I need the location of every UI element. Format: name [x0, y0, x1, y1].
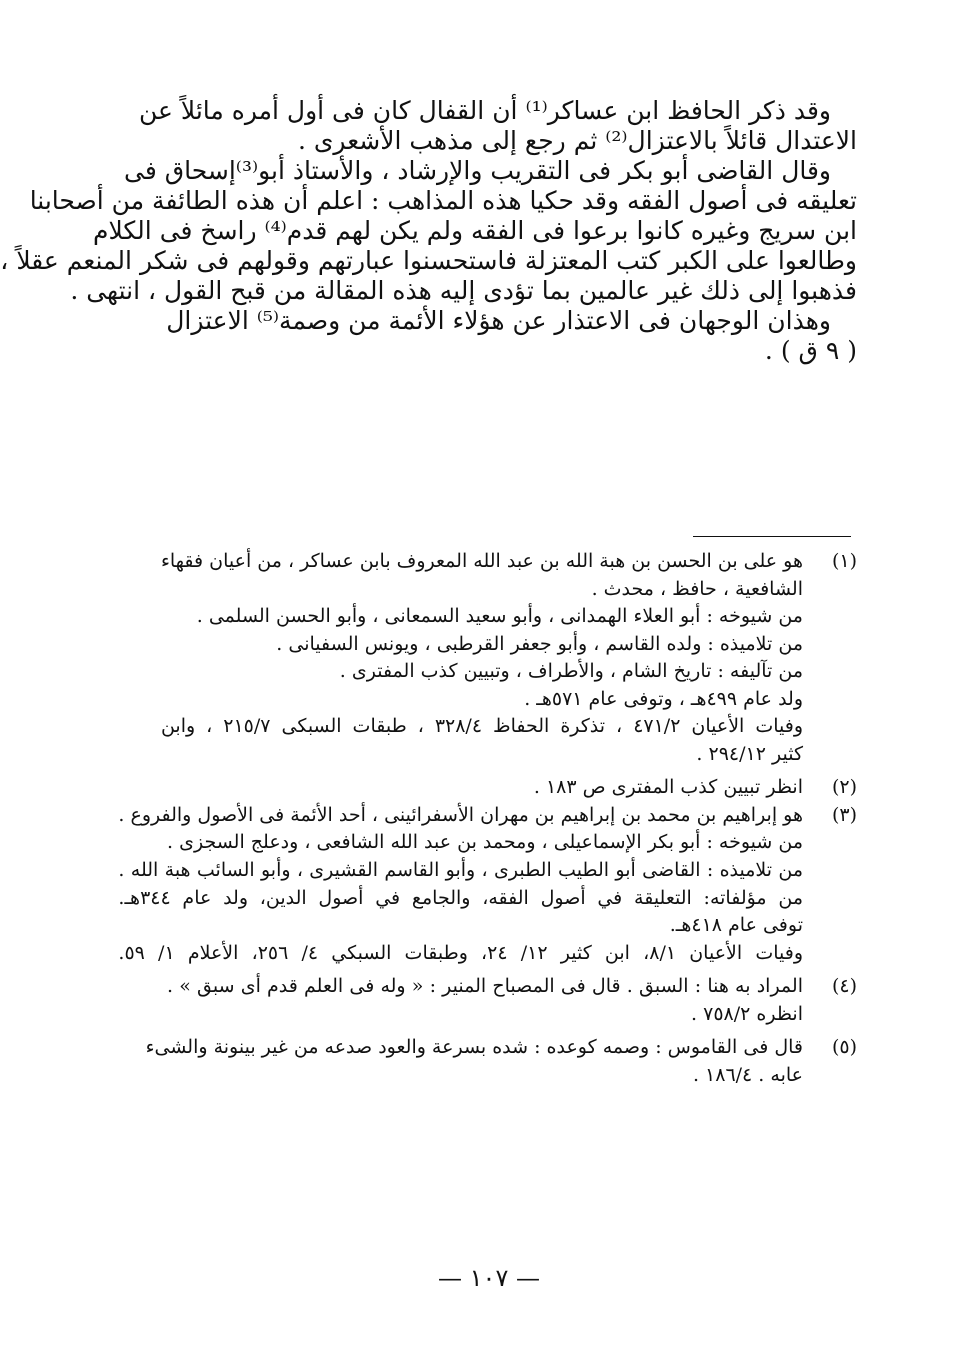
main-text — [0, 96, 857, 366]
footnote-3 — [118, 802, 857, 967]
footnote-number: (٢) — [831, 776, 857, 799]
text-line: ابن سريج وغيره كانوا برعوا فى الفقه ولم يكن لهم قدم⁽⁴⁾ راسخ فى الكلام — [92, 216, 857, 245]
footnote-number: (١) — [831, 550, 857, 572]
footnote-line: قال فى القاموس : وصمه كوعده : شده بسرعة والعود صدعه من غير بينونة والشىء — [145, 1036, 803, 1059]
footnote-line: من شيوخه : أبو بكر الإسماعيلى ، ومحمد بن عبد الله الشافعى ، ودعلج السجزى . — [167, 831, 803, 854]
footnote-body — [167, 973, 803, 1028]
text-line: وطالعوا على الكبر كتب المعتزلة فاستحسنوا عبارتهم وقولهم فى شكر المنعم عقلاً ، — [0, 246, 857, 275]
footnote-line: من شيوخه : أبو العلاء الهمدانى ، وأبو سعيد السمعانى ، وأبو الحسن السلمى . — [196, 605, 803, 628]
footnote-line: من تلاميذه : القاضى أبو الطيب الطبرى ، وأبو القاسم القشيرى ، وأبو السائب هبة الله . — [118, 859, 803, 882]
footnote-line: كثير ٢٩٤/١٢ . — [696, 742, 803, 765]
footnote-line: انظره ٧٥٨/٢ . — [691, 1002, 803, 1025]
footnote-line: وفيات الأعيان ٤٧١/٢ ، تذكرة الحفاظ ٣٢٨/٤ ، طبقات السبكى ٢١٥/٧ ، وابن — [160, 715, 803, 738]
text-line: تعليقه فى أصول الفقه وقد حكيا هذه المذاهب : اعلم أن هذه الطائفة من أصحابنا — [29, 186, 857, 215]
footnote-line: توفى عام ٤١٨هـ. — [669, 914, 803, 937]
text-line: ( ٩ ق ) . — [764, 336, 857, 365]
footnote-line: هو إبراهيم بن محمد بن إبراهيم بن مهران الأسفرائينى ، أحد الأئمة فى الأصول والفروع . — [118, 803, 803, 826]
footnote-line: من تلاميذه : ولده القاسم ، وأبو جعفر القرطبى ، ويونس السفيانى . — [276, 632, 803, 655]
footnote-line: المراد به هنا : السبق . قال فى المصباح المنير : « وله فى العلم قدم أى سبق » . — [167, 975, 803, 998]
footnote-line: من مؤلفاته: التعليقة في أصول الفقه، والجامع في أصول الدين، ولد عام ٣٤٤هـ. — [118, 886, 803, 909]
footnote-body — [146, 1034, 803, 1089]
footnote-body — [167, 774, 803, 802]
footnotes — [118, 548, 857, 1089]
footnote-line: ولد عام ٤٩٩هـ ، وتوفى عام ٥٧١هـ . — [524, 687, 803, 710]
footnote-number: (٣) — [831, 803, 857, 826]
page-number: — ١٠٧ — — [438, 1264, 540, 1292]
footnote-number: (٤) — [831, 975, 857, 998]
text-line: وقد ذكر الحافظ ابن عساكر⁽¹⁾ أن القفال كان فى أول أمره مائلاً عن — [139, 96, 831, 125]
footnote-body — [118, 802, 803, 967]
text-line: وقال القاضى أبو بكر فى التقريب والإرشاد ، والأستاذ أبو⁽³⁾إسحاق فى — [124, 156, 831, 185]
footnote-body — [161, 548, 803, 768]
footnote-separator — [693, 536, 851, 537]
footnote-line: من تآليفه : تاريخ الشام ، والأطراف ، وتبيين كذب المفترى . — [339, 660, 803, 683]
footnote-line: انظر تبيين كذب المفترى ص ١٨٣ . — [533, 776, 803, 799]
footnote-4 — [167, 973, 857, 1028]
footnote-1 — [160, 548, 857, 768]
footnote-line: الشافعية ، حافظ ، محدث . — [591, 577, 803, 600]
text-line: الاعتدال قائلاً بالاعتزال⁽²⁾ ثم رجع إلى مذهب الأشعرى . — [297, 126, 857, 155]
footnote-line: وفيات الأعيان ٨/١، ابن كثير ١٢/ ٢٤، وطبقات السبكي ٤/ ٢٥٦، الأعلام ١/ ٥٩. — [118, 941, 803, 964]
footnote-2 — [167, 774, 857, 802]
footnote-line: هو على بن الحسن بن هبة الله بن عبد الله المعروف بابن عساكر ، من أعيان فقهاء — [160, 550, 803, 572]
text-line: فذهبوا إلى ذلك غير عالمين بما تؤدى إليه هذه المقالة من قبح القول ، انتهى . — [70, 276, 857, 305]
footnote-number: (٥) — [831, 1036, 857, 1059]
text-line: وهذان الوجهان فى الاعتذار عن هؤلاء الأئمة من وصمة⁽⁵⁾ الاعتزال — [166, 306, 831, 335]
footnote-5 — [145, 1034, 857, 1089]
footnote-line: عابه . ١٨٦/٤ . — [692, 1063, 803, 1086]
